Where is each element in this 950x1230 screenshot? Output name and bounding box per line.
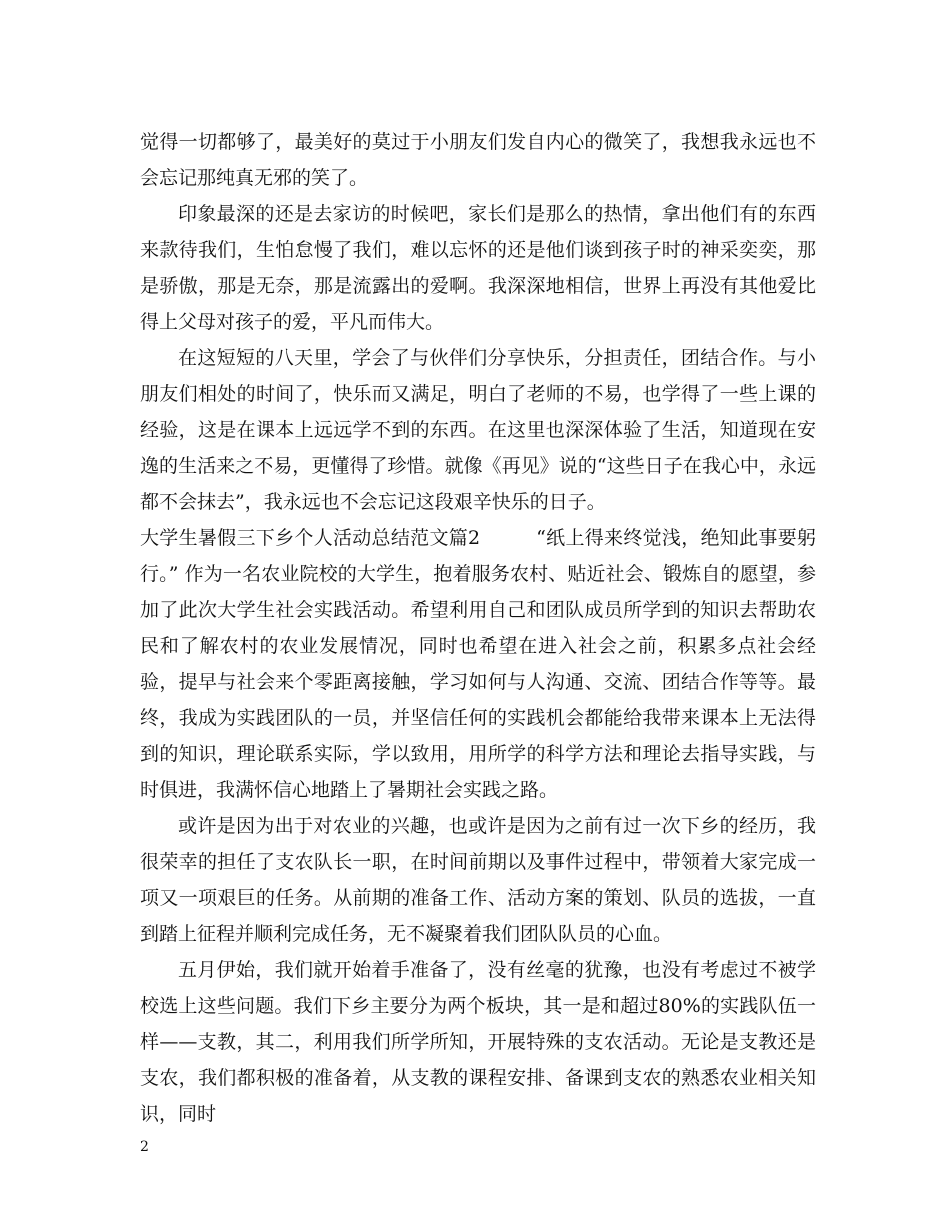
document-body [140,124,816,1132]
paragraph-continued: 觉得一切都够了，最美好的莫过于小朋友们发自内心的微笑了，我想我永远也不会忘记那纯真无邪的笑了。 [140,131,816,189]
page-number: 2 [140,1139,149,1155]
section-heading-line [140,520,816,808]
paragraph-team-leader: 或许是因为出于对农业的兴趣，也或许是因为之前有过一次下乡的经历，我很荣幸的担任了支农队长一职，在时间前期以及事件过程中，带领着大家完成一项又一项艰巨的任务。从前期的准备工作、活动方案的策划、队员的选拔，一直到踏上征程并顺利完成任务，无不凝聚着我们团队队员的心血。 [140,815,816,945]
paragraph-eight-days: 在这短短的八天里，学会了与伙伴们分享快乐，分担责任，团结合作。与小朋友们相处的时间了，快乐而又满足，明白了老师的不易，也学得了一些上课的经验，这是在课本上远远学不到的东西。在这里也深深体验了生活，知道现在安逸的生活来之不易，更懂得了珍惜。就像《再见》说的“这些日子在我心中，永远都不会抹去”，我永远也不会忘记这段艰辛快乐的日子。 [140,347,816,513]
paragraph-home-visit: 印象最深的还是去家访的时候吧，家长们是那么的热情，拿出他们有的东西来款待我们，生怕怠慢了我们，难以忘怀的还是他们谈到孩子时的神采奕奕，那是骄傲，那是无奈，那是流露出的爱啊。我深深地相信，世界上再没有其他爱比得上父母对孩子的爱，平凡而伟大。 [140,203,816,333]
section-title: 大学生暑假三下乡个人活动总结范文篇2 [140,527,481,549]
section-lead-text: “纸上得来终觉浅，绝知此事要躬行。” 作为一名农业院校的大学生，抱着服务农村、贴近社会、锻炼自的愿望，参加了此次大学生社会实践活动。希望利用自己和团队成员所学到的知识去帮助农民和了解农村的农业发展情况，同时也希望在进入社会之前，积累多点社会经验，提早与社会来个零距离接触，学习如何与人沟通、交流、团结合作等等。最终，我成为实践团队的一员，并坚信任何的实践机会都能给我带来课本上无法得到的知识，理论联系实际，学以致用，用所学的科学方法和理论去指导实践，与时俱进，我满怀信心地踏上了暑期社会实践之路。 [140,527,817,801]
paragraph-may-preparation: 五月伊始，我们就开始着手准备了，没有丝毫的犹豫，也没有考虑过不被学校选上这些问题。我们下乡主要分为两个板块，其一是和超过80%的实践队伍一样——支教，其二，利用我们所学所知，开展特殊的支农活动。无论是支教还是支农，我们都积极的准备着，从支教的课程安排、备课到支农的熟悉农业相关知识，同时 [140,959,816,1125]
